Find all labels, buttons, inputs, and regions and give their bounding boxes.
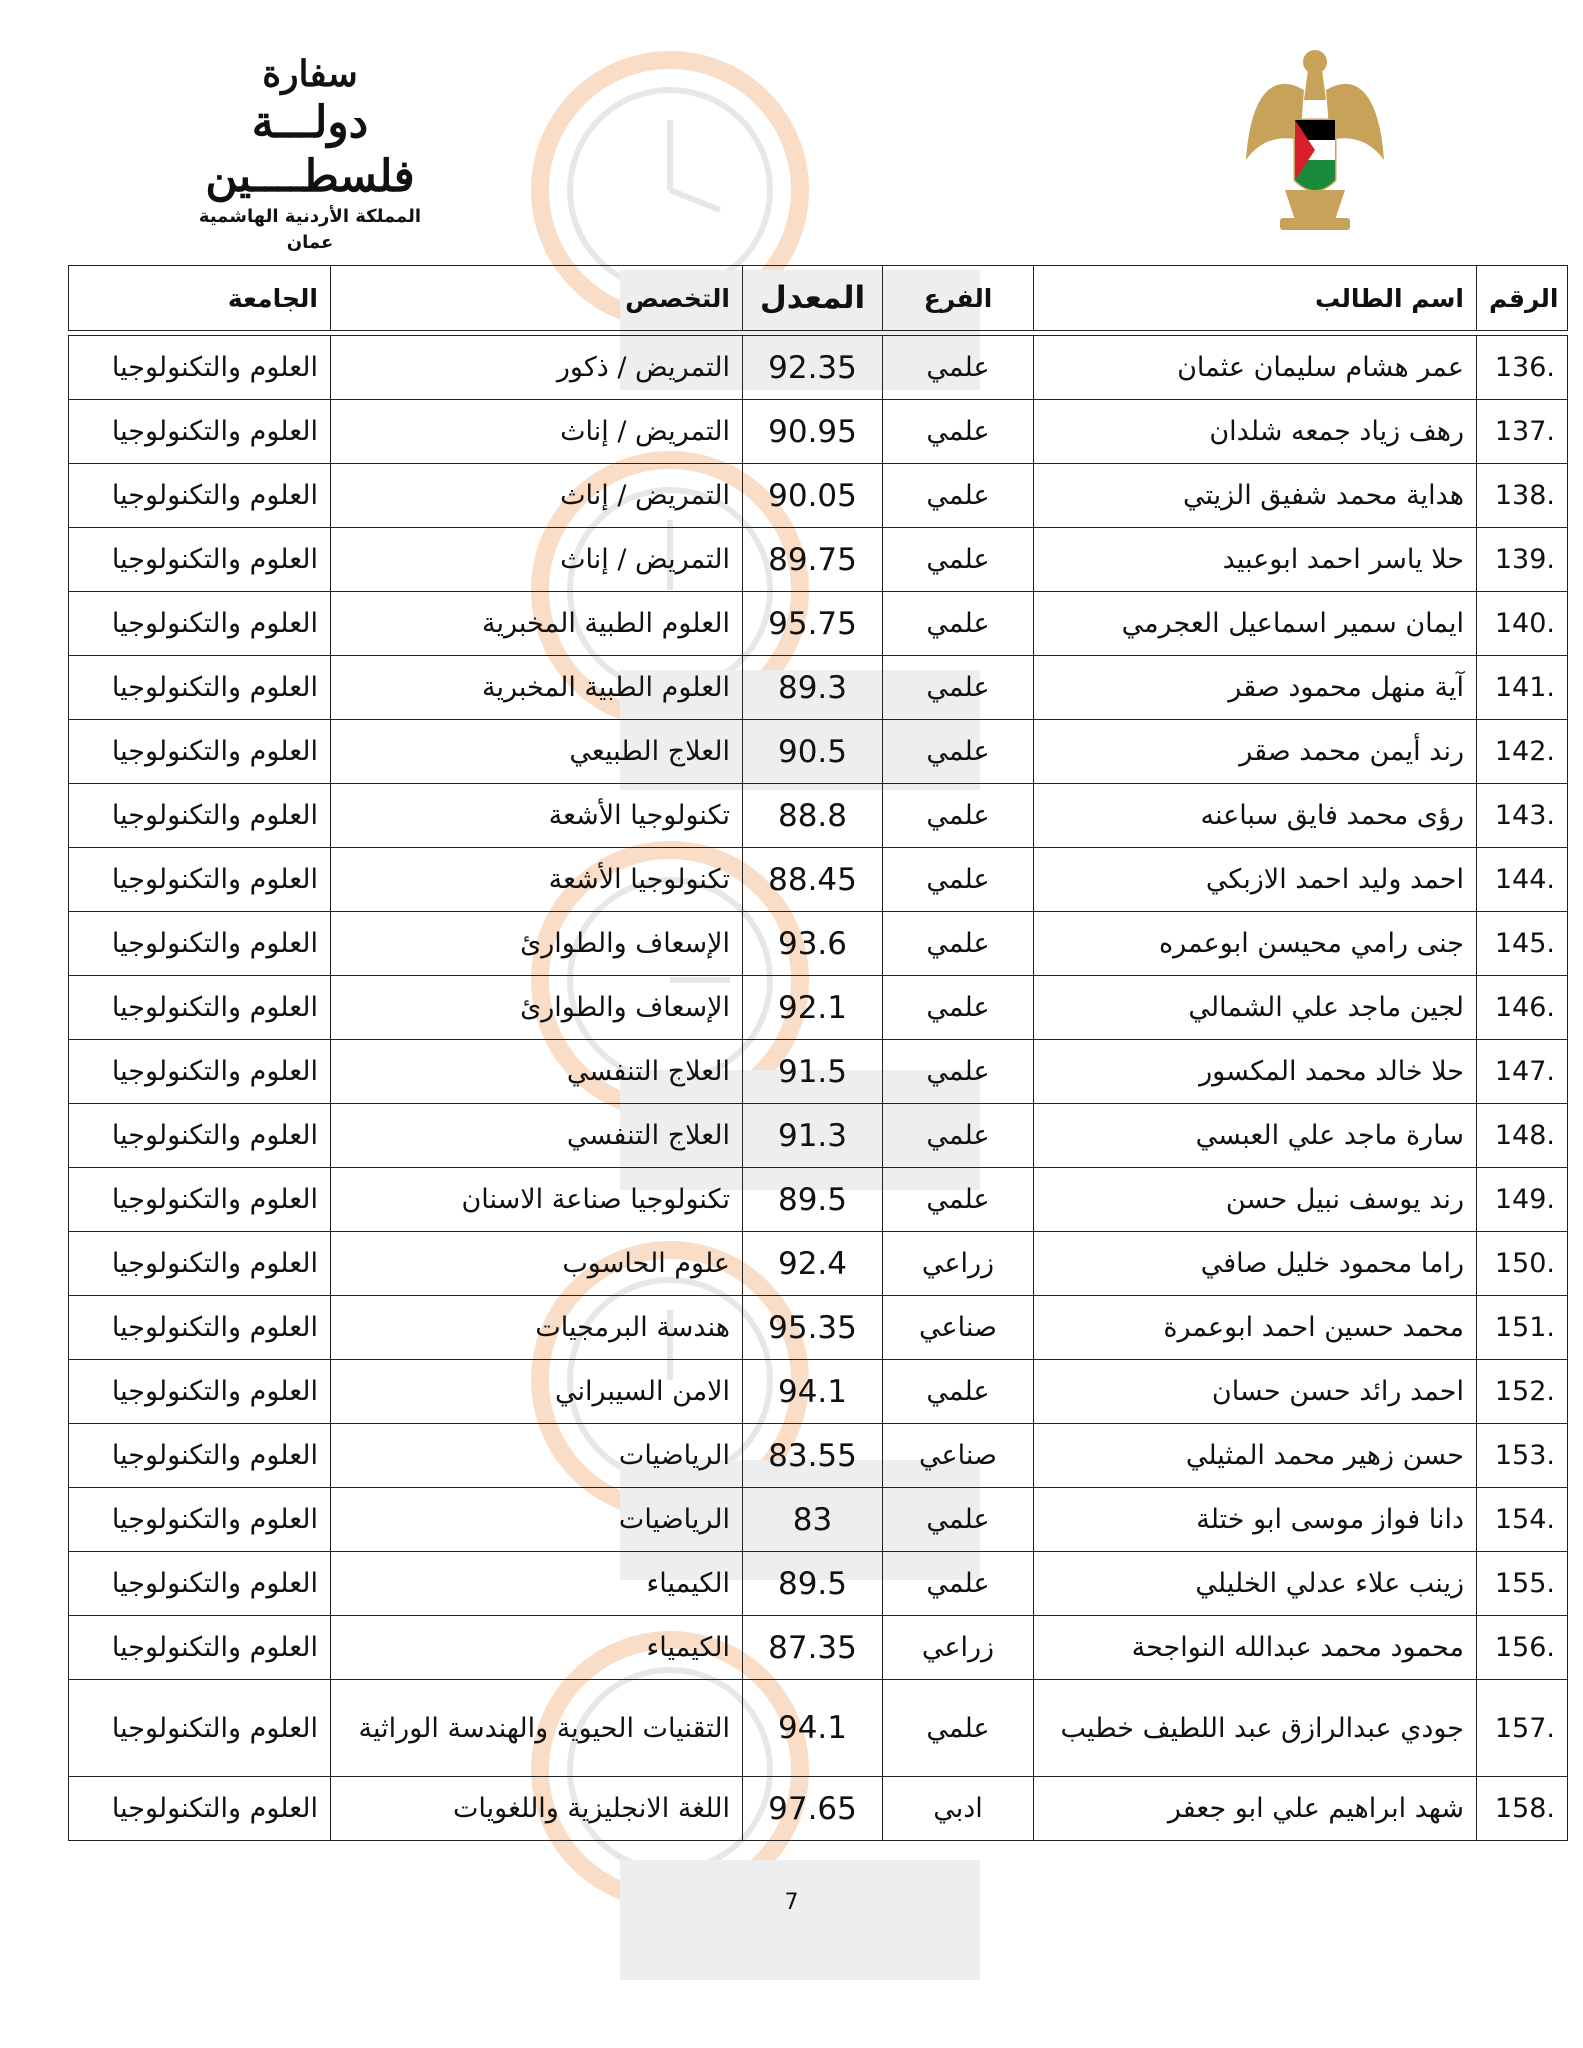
cell-name: شهد ابراهيم علي ابو جعفر — [1034, 1777, 1477, 1841]
cell-university: العلوم والتكنولوجيا — [69, 1360, 331, 1424]
cell-number: 146. — [1477, 976, 1568, 1040]
cell-branch: ادبي — [883, 1777, 1034, 1841]
cell-average: 94.1 — [743, 1360, 883, 1424]
cell-name: رهف زياد جمعه شلدان — [1034, 400, 1477, 464]
cell-name: لجين ماجد علي الشمالي — [1034, 976, 1477, 1040]
palestine-emblem-icon — [1240, 40, 1390, 240]
city: عمان — [286, 232, 334, 253]
table-row — [69, 1424, 1568, 1488]
cell-name: محمد حسين احمد ابوعمرة — [1034, 1296, 1477, 1360]
cell-university: العلوم والتكنولوجيا — [69, 400, 331, 464]
cell-average: 90.95 — [743, 400, 883, 464]
cell-branch: صناعي — [883, 1424, 1034, 1488]
table-row — [69, 976, 1568, 1040]
cell-number: 136. — [1477, 336, 1568, 400]
cell-branch: علمي — [883, 784, 1034, 848]
table-row — [69, 1360, 1568, 1424]
cell-branch: علمي — [883, 528, 1034, 592]
cell-branch: علمي — [883, 656, 1034, 720]
table-row — [69, 1680, 1568, 1777]
cell-university: العلوم والتكنولوجيا — [69, 976, 331, 1040]
cell-number: 142. — [1477, 720, 1568, 784]
cell-branch: علمي — [883, 336, 1034, 400]
table-row — [69, 1168, 1568, 1232]
cell-average: 89.3 — [743, 656, 883, 720]
cell-specialization: العلاج التنفسي — [331, 1104, 743, 1168]
table-row — [69, 1232, 1568, 1296]
header-specialization: التخصص — [331, 266, 743, 331]
cell-name: محمود محمد عبدالله النواجحة — [1034, 1616, 1477, 1680]
students-table — [68, 265, 1568, 1841]
cell-name: حلا خالد محمد المكسور — [1034, 1040, 1477, 1104]
cell-number: 153. — [1477, 1424, 1568, 1488]
embassy-header — [140, 52, 480, 256]
header-branch: الفرع — [883, 266, 1034, 331]
cell-average: 87.35 — [743, 1616, 883, 1680]
host-country: المملكة الأردنية الهاشمية — [198, 206, 422, 227]
cell-average: 89.5 — [743, 1552, 883, 1616]
cell-number: 148. — [1477, 1104, 1568, 1168]
cell-number: 149. — [1477, 1168, 1568, 1232]
cell-university: العلوم والتكنولوجيا — [69, 1680, 331, 1777]
cell-branch: علمي — [883, 976, 1034, 1040]
cell-name: جودي عبدالرازق عبد اللطيف خطيب — [1034, 1680, 1477, 1777]
cell-number: 137. — [1477, 400, 1568, 464]
cell-number: 143. — [1477, 784, 1568, 848]
cell-university: العلوم والتكنولوجيا — [69, 1616, 331, 1680]
cell-university: العلوم والتكنولوجيا — [69, 592, 331, 656]
table-row — [69, 1616, 1568, 1680]
cell-specialization: الامن السيبراني — [331, 1360, 743, 1424]
cell-average: 89.75 — [743, 528, 883, 592]
cell-number: 150. — [1477, 1232, 1568, 1296]
cell-average: 88.8 — [743, 784, 883, 848]
cell-branch: علمي — [883, 1040, 1034, 1104]
cell-university: العلوم والتكنولوجيا — [69, 656, 331, 720]
table-row — [69, 464, 1568, 528]
cell-average: 90.5 — [743, 720, 883, 784]
cell-branch: علمي — [883, 912, 1034, 976]
cell-name: زينب علاء عدلي الخليلي — [1034, 1552, 1477, 1616]
state-name: دولـــة فلسطــــين — [205, 97, 415, 202]
cell-name: احمد وليد احمد الازبكي — [1034, 848, 1477, 912]
cell-average: 95.35 — [743, 1296, 883, 1360]
cell-specialization: الكيمياء — [331, 1552, 743, 1616]
table-row — [69, 1040, 1568, 1104]
cell-name: حلا ياسر احمد ابوعبيد — [1034, 528, 1477, 592]
cell-number: 139. — [1477, 528, 1568, 592]
cell-specialization: التمريض / إناث — [331, 528, 743, 592]
cell-name: رؤى محمد فايق سباعنه — [1034, 784, 1477, 848]
header-average: المعدل — [743, 266, 883, 331]
cell-branch: علمي — [883, 1552, 1034, 1616]
cell-average: 92.1 — [743, 976, 883, 1040]
cell-university: العلوم والتكنولوجيا — [69, 1232, 331, 1296]
cell-specialization: الرياضيات — [331, 1424, 743, 1488]
cell-university: العلوم والتكنولوجيا — [69, 1040, 331, 1104]
cell-specialization: العلاج التنفسي — [331, 1040, 743, 1104]
table-row — [69, 592, 1568, 656]
cell-average: 83.55 — [743, 1424, 883, 1488]
cell-average: 97.65 — [743, 1777, 883, 1841]
cell-branch: علمي — [883, 400, 1034, 464]
cell-university: العلوم والتكنولوجيا — [69, 1552, 331, 1616]
cell-specialization: التمريض / ذكور — [331, 336, 743, 400]
cell-university: العلوم والتكنولوجيا — [69, 1777, 331, 1841]
cell-university: العلوم والتكنولوجيا — [69, 1104, 331, 1168]
cell-number: 145. — [1477, 912, 1568, 976]
cell-branch: علمي — [883, 1360, 1034, 1424]
cell-average: 90.05 — [743, 464, 883, 528]
header-name: اسم الطالب — [1034, 266, 1477, 331]
table-row — [69, 784, 1568, 848]
cell-specialization: هندسة البرمجيات — [331, 1296, 743, 1360]
embassy-title: سفارة — [262, 53, 358, 95]
cell-name: رند أيمن محمد صقر — [1034, 720, 1477, 784]
cell-average: 88.45 — [743, 848, 883, 912]
table-row — [69, 720, 1568, 784]
cell-number: 147. — [1477, 1040, 1568, 1104]
cell-specialization: التقنيات الحيوية والهندسة الوراثية — [331, 1680, 743, 1777]
cell-branch: صناعي — [883, 1296, 1034, 1360]
cell-name: هداية محمد شفيق الزيتي — [1034, 464, 1477, 528]
cell-number: 155. — [1477, 1552, 1568, 1616]
cell-average: 95.75 — [743, 592, 883, 656]
cell-specialization: التمريض / إناث — [331, 464, 743, 528]
cell-specialization: تكنولوجيا الأشعة — [331, 848, 743, 912]
cell-average: 91.5 — [743, 1040, 883, 1104]
header-number: الرقم — [1477, 266, 1568, 331]
cell-specialization: الإسعاف والطوارئ — [331, 912, 743, 976]
cell-specialization: علوم الحاسوب — [331, 1232, 743, 1296]
table-header-row — [69, 266, 1568, 331]
cell-specialization: تكنولوجيا الأشعة — [331, 784, 743, 848]
cell-name: رند يوسف نبيل حسن — [1034, 1168, 1477, 1232]
cell-number: 158. — [1477, 1777, 1568, 1841]
cell-specialization: العلوم الطبية المخبرية — [331, 592, 743, 656]
cell-university: العلوم والتكنولوجيا — [69, 912, 331, 976]
cell-number: 138. — [1477, 464, 1568, 528]
cell-number: 151. — [1477, 1296, 1568, 1360]
cell-branch: علمي — [883, 720, 1034, 784]
cell-specialization: الكيمياء — [331, 1616, 743, 1680]
cell-branch: علمي — [883, 1104, 1034, 1168]
cell-university: العلوم والتكنولوجيا — [69, 720, 331, 784]
table-row — [69, 528, 1568, 592]
cell-average: 83 — [743, 1488, 883, 1552]
cell-branch: زراعي — [883, 1232, 1034, 1296]
page-number: 7 — [784, 1890, 799, 1915]
cell-average: 89.5 — [743, 1168, 883, 1232]
cell-specialization: العلاج الطبيعي — [331, 720, 743, 784]
cell-university: العلوم والتكنولوجيا — [69, 1168, 331, 1232]
cell-branch: علمي — [883, 464, 1034, 528]
cell-specialization: الإسعاف والطوارئ — [331, 976, 743, 1040]
cell-branch: علمي — [883, 848, 1034, 912]
table-row — [69, 400, 1568, 464]
cell-name: دانا فواز موسى ابو ختلة — [1034, 1488, 1477, 1552]
cell-branch: علمي — [883, 1488, 1034, 1552]
cell-number: 144. — [1477, 848, 1568, 912]
table-row — [69, 1552, 1568, 1616]
cell-university: العلوم والتكنولوجيا — [69, 464, 331, 528]
cell-number: 154. — [1477, 1488, 1568, 1552]
cell-specialization: العلوم الطبية المخبرية — [331, 656, 743, 720]
cell-branch: علمي — [883, 1168, 1034, 1232]
cell-name: آية منهل محمود صقر — [1034, 656, 1477, 720]
cell-number: 156. — [1477, 1616, 1568, 1680]
cell-university: العلوم والتكنولوجيا — [69, 1488, 331, 1552]
cell-name: ايمان سمير اسماعيل العجرمي — [1034, 592, 1477, 656]
cell-number: 152. — [1477, 1360, 1568, 1424]
table-row — [69, 1488, 1568, 1552]
table-row — [69, 1104, 1568, 1168]
cell-name: سارة ماجد علي العبسي — [1034, 1104, 1477, 1168]
cell-number: 140. — [1477, 592, 1568, 656]
cell-average: 93.6 — [743, 912, 883, 976]
cell-number: 141. — [1477, 656, 1568, 720]
cell-number: 157. — [1477, 1680, 1568, 1777]
cell-name: حسن زهير محمد المثيلي — [1034, 1424, 1477, 1488]
table-row — [69, 656, 1568, 720]
cell-specialization: الرياضيات — [331, 1488, 743, 1552]
cell-university: العلوم والتكنولوجيا — [69, 1424, 331, 1488]
cell-average: 92.4 — [743, 1232, 883, 1296]
cell-specialization: اللغة الانجليزية واللغويات — [331, 1777, 743, 1841]
cell-average: 94.1 — [743, 1680, 883, 1777]
cell-university: العلوم والتكنولوجيا — [69, 784, 331, 848]
cell-university: العلوم والتكنولوجيا — [69, 848, 331, 912]
cell-name: عمر هشام سليمان عثمان — [1034, 336, 1477, 400]
cell-specialization: التمريض / إناث — [331, 400, 743, 464]
header-university: الجامعة — [69, 266, 331, 331]
table-row — [69, 336, 1568, 400]
cell-branch: علمي — [883, 1680, 1034, 1777]
cell-branch: علمي — [883, 592, 1034, 656]
cell-specialization: تكنولوجيا صناعة الاسنان — [331, 1168, 743, 1232]
table-body — [69, 331, 1568, 1841]
cell-name: احمد رائد حسن حسان — [1034, 1360, 1477, 1424]
cell-average: 92.35 — [743, 336, 883, 400]
table-row — [69, 1777, 1568, 1841]
table-row — [69, 912, 1568, 976]
table-row — [69, 1296, 1568, 1360]
cell-name: جنى رامي محيسن ابوعمره — [1034, 912, 1477, 976]
cell-average: 91.3 — [743, 1104, 883, 1168]
cell-university: العلوم والتكنولوجيا — [69, 528, 331, 592]
cell-university: العلوم والتكنولوجيا — [69, 1296, 331, 1360]
table-row — [69, 848, 1568, 912]
cell-branch: زراعي — [883, 1616, 1034, 1680]
cell-university: العلوم والتكنولوجيا — [69, 336, 331, 400]
cell-name: راما محمود خليل صافي — [1034, 1232, 1477, 1296]
